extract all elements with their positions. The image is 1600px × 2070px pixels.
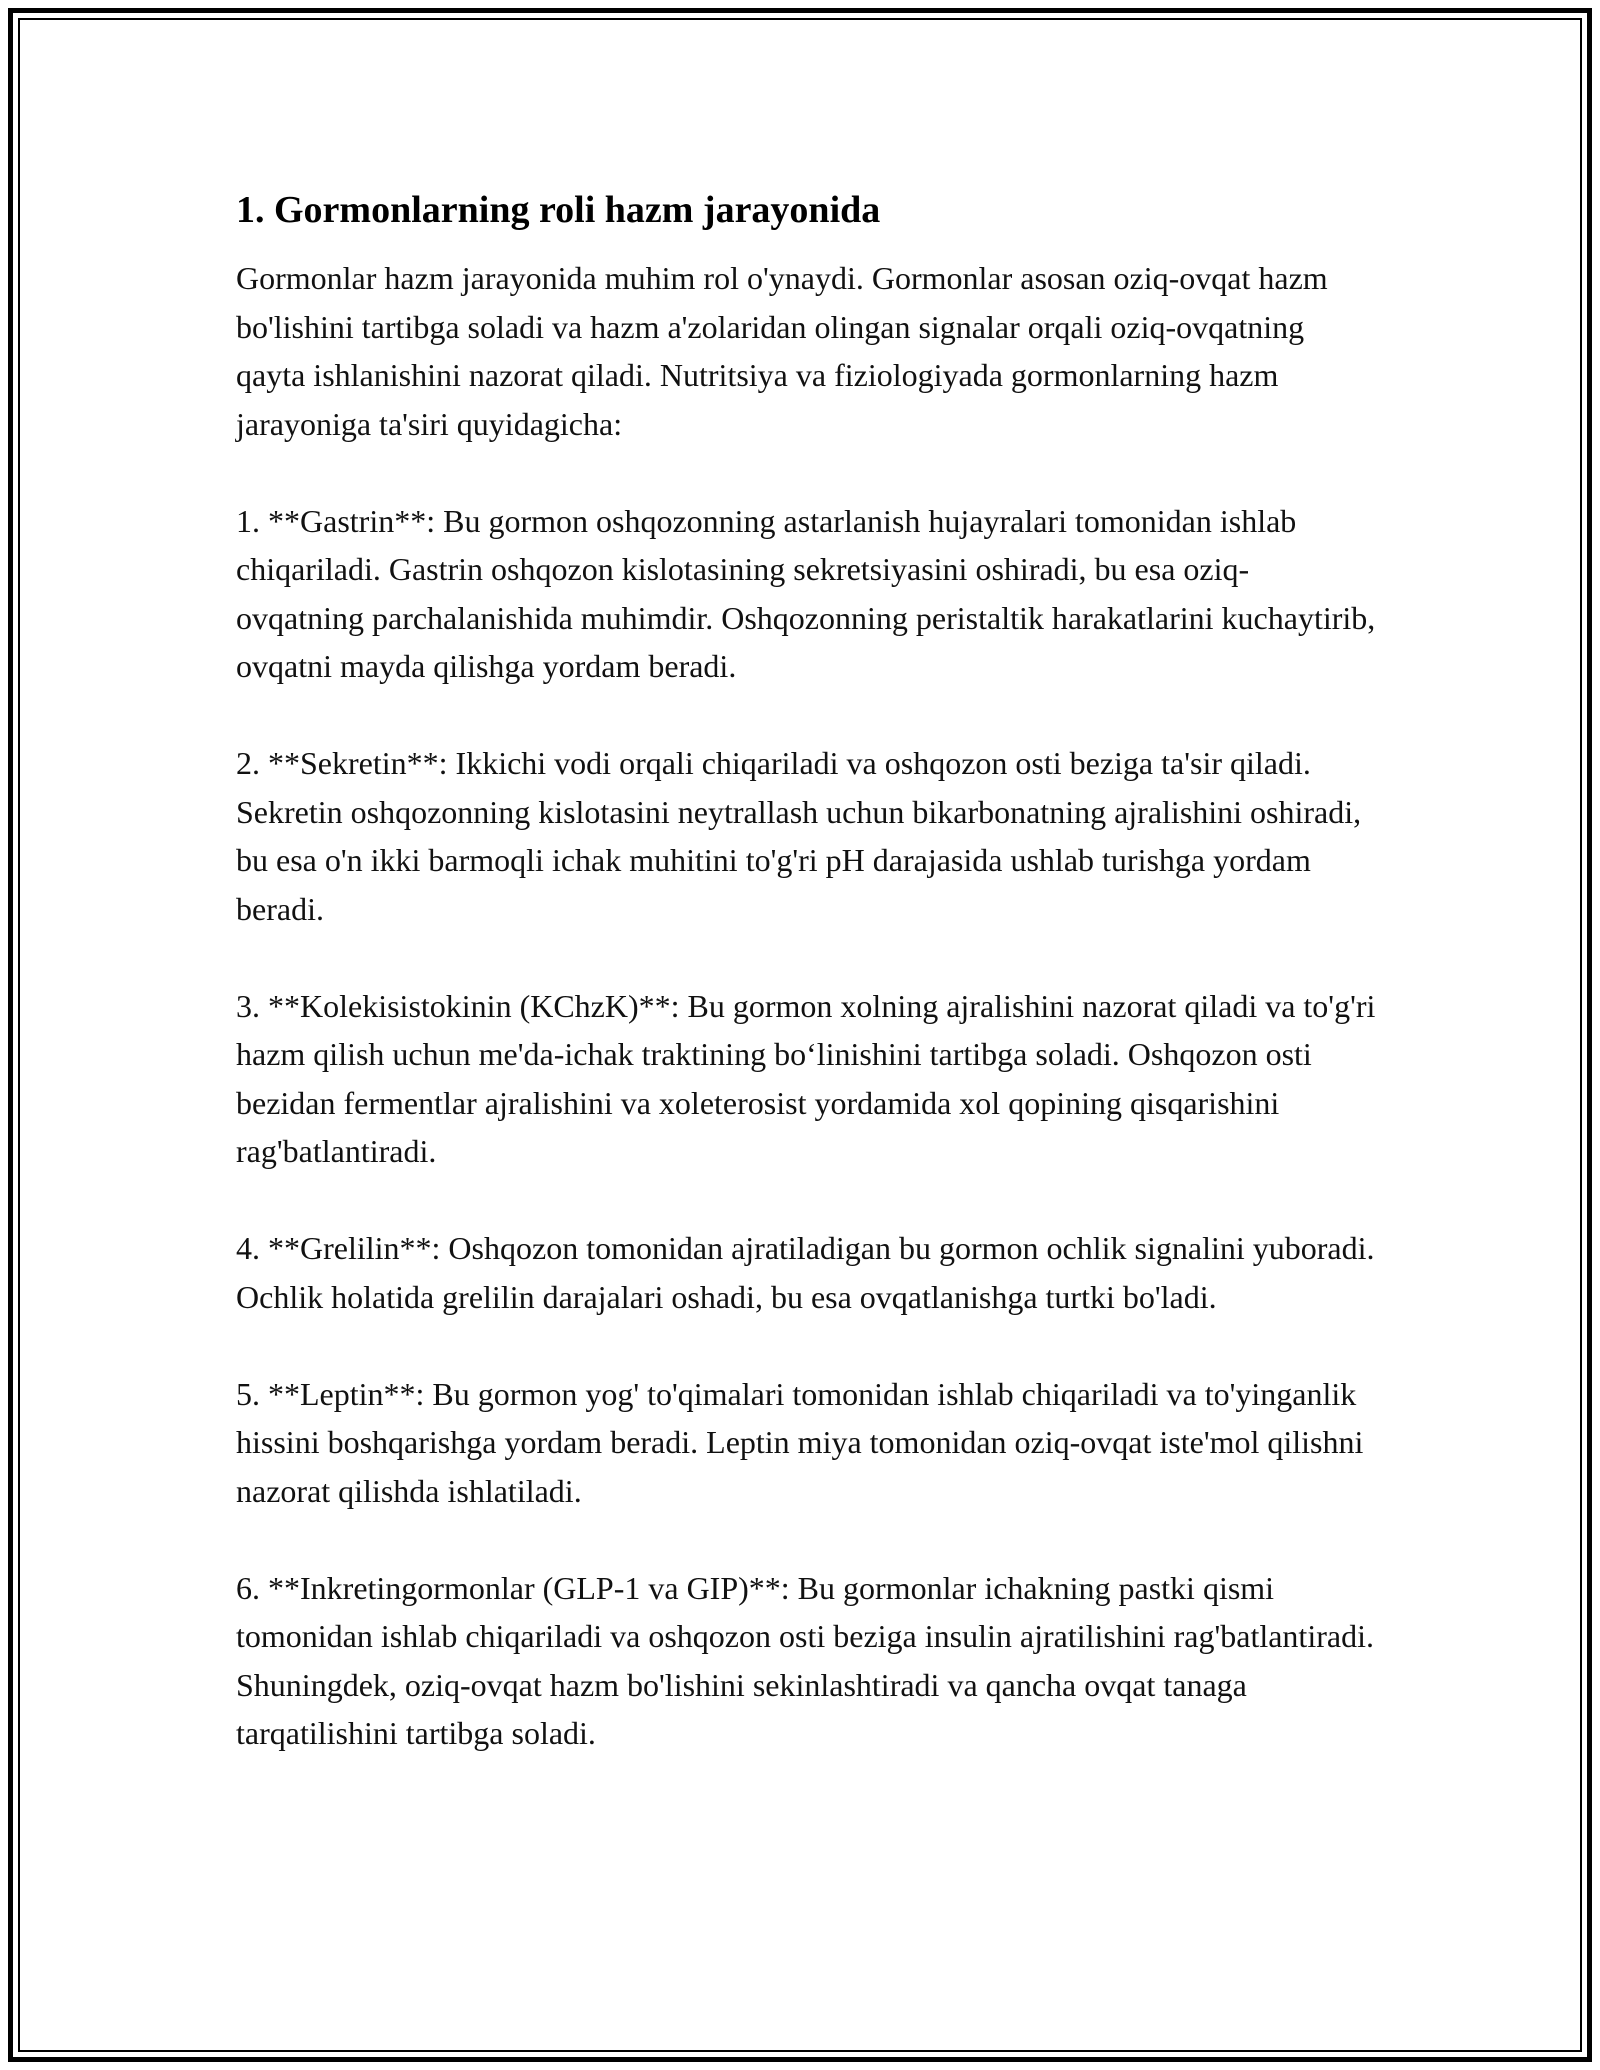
document-body [236, 186, 1376, 1806]
list-item-leptin: 5. **Leptin**: Bu gormon yog' to'qimalari tomonidan ishlab chiqariladi va to'yinganlik hissini boshqarishga yordam beradi. Leptin miya tomonidan oziq-ovqat iste'mol qilishni nazorat qilishda ishlatiladi. [236, 1375, 1364, 1509]
document-heading: 1. Gormonlarning roli hazm jarayonida [236, 189, 881, 231]
list-item-inkretingormonlar: 6. **Inkretingormonlar (GLP-1 va GIP)**: Bu gormonlar ichakning pastki qismi tomonidan ishlab chiqariladi va oshqozon osti beziga insulin ajratilishini rag'batlantiradi. Shuningdek, oziq-ovqat hazm bo'lishini sekinlashtiradi va qancha ovqat tanaga tarqatilishini tartibga soladi. [236, 1569, 1374, 1751]
list-item-sekretin: 2. **Sekretin**: Ikkichi vodi orqali chiqariladi va oshqozon osti beziga ta'sir qiladi. Sekretin oshqozonning kislotasini neytrallash uchun bikarbonatning ajralishini oshiradi, bu esa o'n ikki barmoqli ichak muhitini to'g'ri pH darajasida ushlab turishga yordam beradi. [236, 745, 1362, 927]
list-item-grelilin: 4. **Grelilin**: Oshqozon tomonidan ajratiladigan bu gormon ochlik signalini yuboradi. Ochlik holatida grelilin darajalari oshadi, bu esa ovqatlanishga turtki bo'ladi. [236, 1230, 1375, 1315]
list-item-kolekisistokinin: 3. **Kolekisistokinin (KChzK)**: Bu gormon xolning ajralishini nazorat qiladi va to'g'ri hazm qilish uchun me'da-ichak traktining bo‘linishini tartibga soladi. Oshqozon osti bezidan fermentlar ajralishini va xoleterosist yordamida xol qopining qisqarishini rag'batlantiradi. [236, 987, 1376, 1169]
intro-paragraph: Gormonlar hazm jarayonida muhim rol o'ynaydi. Gormonlar asosan oziq-ovqat hazm bo'lishini tartibga soladi va hazm a'zolaridan olingan signalar orqali oziq-ovqatning qayta ishlanishini nazorat qiladi. Nutritsiya va fiziologiyada gormonlarning hazm jarayoniga ta'siri quyidagicha: [236, 260, 1328, 442]
list-item-gastrin: 1. **Gastrin**: Bu gormon oshqozonning astarlanish hujayralari tomonidan ishlab chiqariladi. Gastrin oshqozon kislotasining sekretsiyasini oshiradi, bu esa oziq-ovqatning parchalanishida muhimdir. Oshqozonning peristaltik harakatlarini kuchaytirib, ovqatni mayda qilishga yordam beradi. [236, 502, 1376, 684]
